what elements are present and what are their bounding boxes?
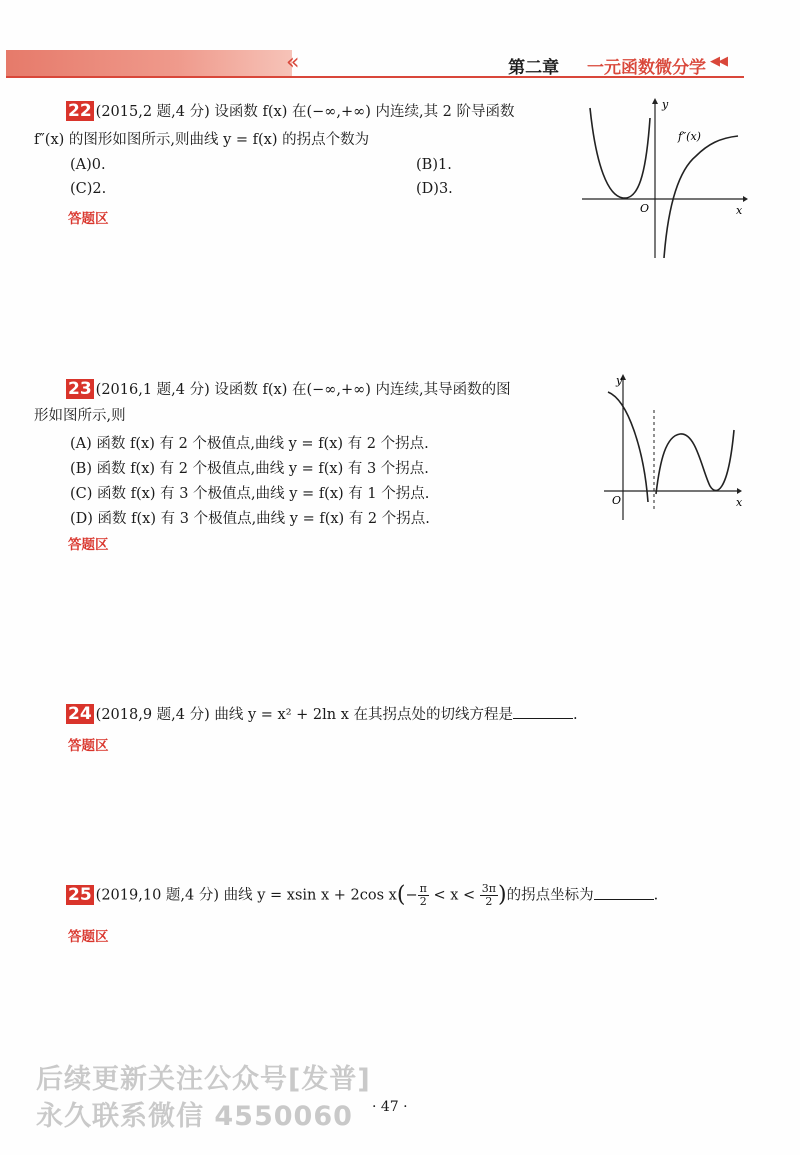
curve-right <box>656 430 734 494</box>
page-number: · 47 · <box>372 1099 408 1115</box>
curve-right <box>664 136 738 258</box>
option-b: (B)1. <box>416 157 452 173</box>
question-22 <box>66 100 586 124</box>
curve-left <box>590 108 650 198</box>
question-line: 设函数 f(x) 在(−∞,+∞) 内连续,其 2 阶导函数 <box>214 104 515 120</box>
answer-blank[interactable] <box>513 704 573 719</box>
answer-area-label: 答题区 <box>68 211 109 227</box>
fraction-pi-over-2 <box>418 883 429 908</box>
graph-q22 <box>578 96 748 266</box>
x-axis-arrow-icon <box>737 488 742 494</box>
question-22-line2: f″(x) 的图形如图所示,则曲线 y = f(x) 的拐点个数为 <box>34 132 370 148</box>
question-text: 曲线 y = xsin x + 2cos x <box>223 887 397 904</box>
fraction-3pi-over-2 <box>480 883 498 908</box>
y-axis-arrow-icon <box>652 98 658 104</box>
option-d: (D) 函数 f(x) 有 3 个极值点,曲线 y = f(x) 有 2 个拐点. <box>70 511 430 527</box>
question-25: 25 (2019,10 题,4 分) 曲线 y = xsin x + 2cos x(− $\frac{\pi}{2}$ < x < $\frac{3\pi}{2}$ )的拐点坐标为 . <box>68 882 659 908</box>
x-axis-arrow-icon <box>743 196 748 202</box>
curve-left <box>608 392 648 502</box>
question-23 <box>66 378 606 402</box>
graph-q23 <box>600 370 750 525</box>
question-source: (2019,10 题,4 分) <box>95 887 219 904</box>
x-axis-label: x <box>736 496 743 509</box>
option-c: (C)2. <box>70 181 107 197</box>
question-text: 曲线 y = x² + 2ln x 在其拐点处的切线方程是 <box>214 707 514 723</box>
chapter-title: 一元函数微分学 <box>587 58 706 78</box>
range-middle: < x < <box>433 887 476 904</box>
header-arrow-icon: ◀◀ <box>710 54 726 69</box>
chapter-label: 第二章 <box>508 58 560 78</box>
range-neg: − <box>405 887 418 904</box>
y-axis-label: y <box>616 374 623 387</box>
curve-label: f″(x) <box>678 130 701 143</box>
denominator: 2 <box>485 895 493 908</box>
numerator: π <box>419 882 427 895</box>
question-24: 24 (2018,9 题,4 分) 曲线 y = x² + 2ln x 在其拐点处的切线方程是 . <box>68 704 578 724</box>
answer-blank[interactable] <box>594 885 654 900</box>
header-band <box>6 50 292 76</box>
header-title <box>508 53 706 78</box>
question-number: 22 <box>68 101 92 121</box>
numerator: 3π <box>481 882 496 895</box>
question-line: 设函数 f(x) 在(−∞,+∞) 内连续,其导函数的图 <box>214 382 511 398</box>
question-23-line2: 形如图所示,则 <box>34 408 126 424</box>
watermark-line-1: 后续更新关注公众号[发普] <box>36 1064 371 1095</box>
origin-label: O <box>612 494 622 507</box>
watermark-line-2: 永久联系微信 4550060 <box>36 1101 353 1132</box>
question-source: (2015,2 题,4 分) <box>95 104 210 120</box>
question-number: 24 <box>68 704 92 724</box>
question-number: 23 <box>68 379 92 399</box>
option-a: (A) 函数 f(x) 有 2 个极值点,曲线 y = f(x) 有 2 个拐点. <box>70 436 429 452</box>
option-a: (A)0. <box>70 157 106 173</box>
header-chevron-icon: « <box>286 50 300 75</box>
answer-area-label: 答题区 <box>68 929 109 945</box>
x-axis-label: x <box>736 204 743 217</box>
question-source: (2018,9 题,4 分) <box>95 707 210 723</box>
question-number: 25 <box>68 884 92 905</box>
option-c: (C) 函数 f(x) 有 3 个极值点,曲线 y = f(x) 有 1 个拐点. <box>70 486 430 502</box>
origin-label: O <box>640 202 650 215</box>
answer-area-label: 答题区 <box>68 738 109 754</box>
question-source: (2016,1 题,4 分) <box>95 382 210 398</box>
answer-area-label: 答题区 <box>68 537 109 553</box>
y-axis-label: y <box>662 98 669 111</box>
question-text-end: 的拐点坐标为 <box>506 887 594 904</box>
option-b: (B) 函数 f(x) 有 2 个极值点,曲线 y = f(x) 有 3 个拐点. <box>70 461 429 477</box>
denominator: 2 <box>419 895 427 908</box>
option-d: (D)3. <box>416 181 453 197</box>
